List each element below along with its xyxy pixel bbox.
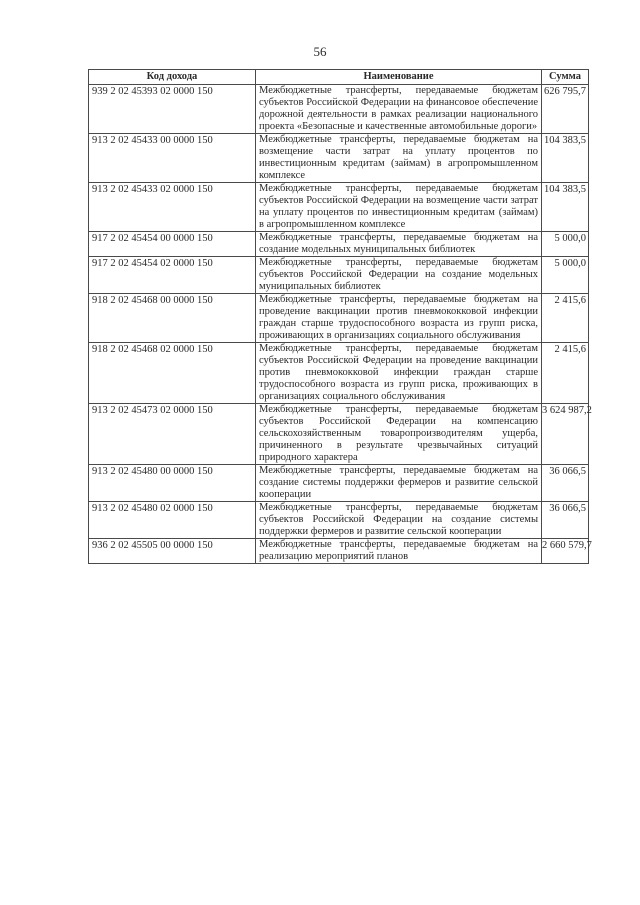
income-code: 917 2 02 45454 02 0000 150 — [89, 257, 256, 294]
income-code: 913 2 02 45433 00 0000 150 — [89, 134, 256, 183]
income-name: Межбюджетные трансферты, передаваемые бюджетам на реализацию мероприятий планов — [256, 539, 542, 564]
table-row — [89, 257, 589, 294]
income-code: 913 2 02 45473 02 0000 150 — [89, 404, 256, 465]
table-row — [89, 232, 589, 257]
income-sum: 2 660 579,7 — [542, 539, 589, 564]
income-name: Межбюджетные трансферты, передаваемые бюджетам на проведение вакцинации против пневмококковой инфекции граждан старше трудоспособного возраста из групп риска, проживающих в организациях социального обслуживания — [256, 294, 542, 343]
table-row — [89, 502, 589, 539]
income-code: 913 2 02 45480 02 0000 150 — [89, 502, 256, 539]
table-row — [89, 294, 589, 343]
income-code: 913 2 02 45433 02 0000 150 — [89, 183, 256, 232]
income-sum: 3 624 987,2 — [542, 404, 589, 465]
income-sum: 36 066,5 — [542, 465, 589, 502]
income-name: Межбюджетные трансферты, передаваемые бюджетам субъектов Российской Федерации на создание системы поддержки фермеров и развитие сельской кооперации — [256, 502, 542, 539]
page-number: 56 — [313, 44, 327, 59]
income-code: 918 2 02 45468 00 0000 150 — [89, 294, 256, 343]
header-name: Наименование — [256, 70, 542, 85]
table-header-row — [89, 70, 589, 85]
income-name: Межбюджетные трансферты, передаваемые бюджетам субъектов Российской Федерации на возмещение части затрат на уплату процентов по инвестиционным кредитам (займам) в агропромышленном комплексе — [256, 183, 542, 232]
header-code: Код дохода — [89, 70, 256, 85]
table-row — [89, 134, 589, 183]
income-sum: 5 000,0 — [542, 257, 589, 294]
income-name: Межбюджетные трансферты, передаваемые бюджетам на создание модельных муниципальных библиотек — [256, 232, 542, 257]
income-code: 918 2 02 45468 02 0000 150 — [89, 343, 256, 404]
income-sum: 104 383,5 — [542, 134, 589, 183]
table-row — [89, 539, 589, 564]
income-sum: 626 795,7 — [542, 85, 589, 134]
income-table — [88, 69, 592, 564]
table-row — [89, 404, 589, 465]
table-row — [89, 343, 589, 404]
income-name: Межбюджетные трансферты, передаваемые бюджетам субъектов Российской Федерации на создание модельных муниципальных библиотек — [256, 257, 542, 294]
income-sum: 2 415,6 — [542, 294, 589, 343]
income-code: 913 2 02 45480 00 0000 150 — [89, 465, 256, 502]
income-sum: 104 383,5 — [542, 183, 589, 232]
income-name: Межбюджетные трансферты, передаваемые бюджетам субъектов Российской Федерации на финансовое обеспечение дорожной деятельности в рамках реализации национального проекта «Безопасные и качественные автомобильные дороги» — [256, 85, 542, 134]
income-name: Межбюджетные трансферты, передаваемые бюджетам на возмещение части затрат на уплату процентов по инвестиционным кредитам (займам) в агропромышленном комплексе — [256, 134, 542, 183]
table-row — [89, 465, 589, 502]
income-code: 939 2 02 45393 02 0000 150 — [89, 85, 256, 134]
income-name: Межбюджетные трансферты, передаваемые бюджетам субъектов Российской Федерации на компенсацию сельскохозяйственным товаропроизводителям ущерба, причиненного в результате чрезвычайных ситуаций природного характера — [256, 404, 542, 465]
income-sum: 5 000,0 — [542, 232, 589, 257]
header-sum: Сумма — [542, 70, 589, 85]
table-row — [89, 85, 589, 134]
table-row — [89, 183, 589, 232]
income-sum: 2 415,6 — [542, 343, 589, 404]
income-name: Межбюджетные трансферты, передаваемые бюджетам на создание системы поддержки фермеров и развитие сельской кооперации — [256, 465, 542, 502]
income-code: 936 2 02 45505 00 0000 150 — [89, 539, 256, 564]
income-sum: 36 066,5 — [542, 502, 589, 539]
income-name: Межбюджетные трансферты, передаваемые бюджетам субъектов Российской Федерации на проведение вакцинации против пневмококковой инфекции граждан старше трудоспособного возраста из групп риска, проживающих в организациях социального обслуживания — [256, 343, 542, 404]
income-code: 917 2 02 45454 00 0000 150 — [89, 232, 256, 257]
